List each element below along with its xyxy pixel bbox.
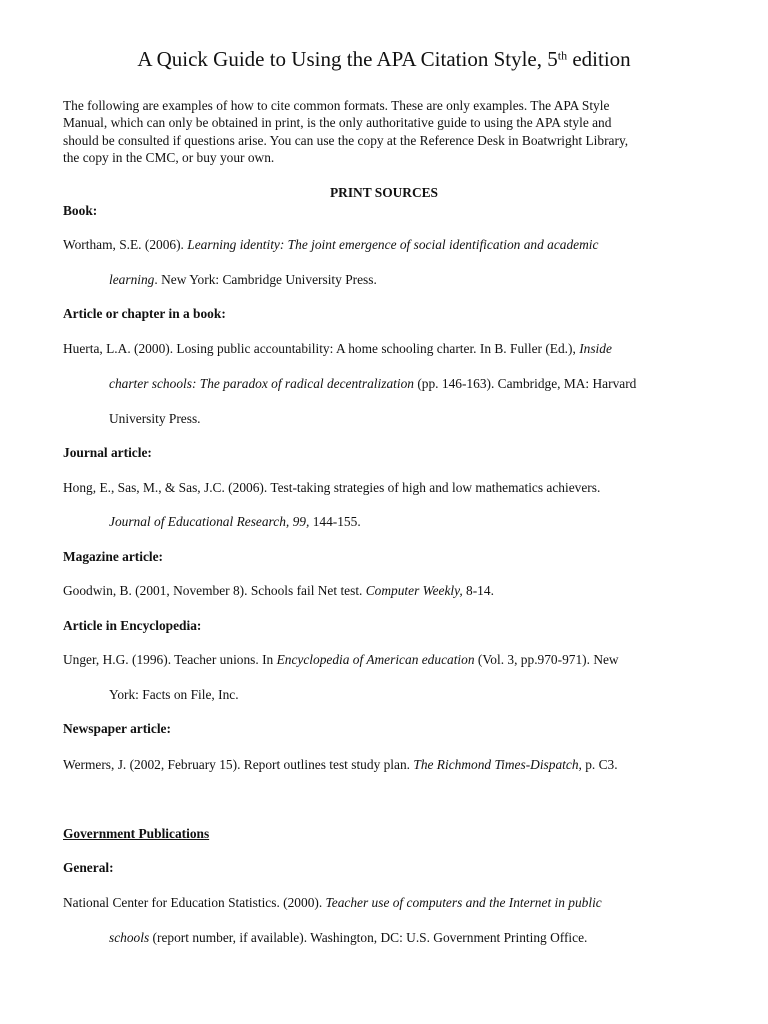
- general-label: General:: [63, 860, 114, 875]
- intro-line: the copy in the CMC, or buy your own.: [63, 149, 275, 165]
- chapter-citation-line-1: Huerta, L.A. (2000). Losing public accountability: A home schooling charter. In B. Fuller (Ed.), Inside: [63, 341, 612, 356]
- magazine-citation-line-1: Goodwin, B. (2001, November 8). Schools fail Net test. Computer Weekly, 8-14.: [63, 583, 494, 598]
- intro-line: Manual, which can only be obtained in print, is the only authoritative guide to using the APA style and: [63, 115, 612, 131]
- intro-line: The following are examples of how to cite common formats. These are only examples. The APA Style: [63, 98, 610, 113]
- encyclopedia-citation-line-2: York: Facts on File, Inc.: [109, 687, 239, 702]
- government-publications-heading: Government Publications: [63, 826, 210, 841]
- general-citation-line-1: National Center for Education Statistics. (2000). Teacher use of computers and the Internet in public: [63, 895, 602, 910]
- newspaper-label: Newspaper article:: [63, 721, 171, 736]
- encyclopedia-label: Article in Encyclopedia:: [63, 618, 202, 633]
- book-citation-line-1: Wortham, S.E. (2006). Learning identity: The joint emergence of social identification and academic: [63, 237, 599, 252]
- intro-paragraph: [63, 97, 718, 166]
- magazine-label: Magazine article:: [63, 549, 164, 564]
- chapter-citation-line-3: University Press.: [109, 411, 201, 426]
- chapter-label: Article or chapter in a book:: [63, 306, 226, 321]
- chapter-citation-line-2: charter schools: The paradox of radical decentralization (pp. 146-163). Cambridge, MA: Harvard: [109, 376, 637, 391]
- print-sources-heading: PRINT SOURCES: [329, 185, 439, 200]
- book-label: Book:: [63, 203, 98, 218]
- journal-citation-line-2: Journal of Educational Research, 99, 144-155.: [109, 514, 361, 529]
- intro-line: should be consulted if questions arise. You can use the copy at the Reference Desk in Boatwright Library,: [63, 132, 629, 148]
- document-title: A Quick Guide to Using the APA Citation Style, 5th edition: [137, 47, 631, 71]
- newspaper-citation-line-1: Wermers, J. (2002, February 15). Report outlines test study plan. The Richmond Times-Dispatch, p. C3.: [63, 757, 618, 772]
- journal-label: Journal article:: [63, 445, 152, 460]
- book-citation-line-2: learning. New York: Cambridge University Press.: [109, 272, 377, 287]
- encyclopedia-citation-line-1: Unger, H.G. (1996). Teacher unions. In Encyclopedia of American education (Vol. 3, pp.970-971). New: [63, 652, 619, 667]
- journal-citation-line-1: Hong, E., Sas, M., & Sas, J.C. (2006). Test-taking strategies of high and low mathematics achievers.: [63, 480, 601, 495]
- general-citation-line-2: schools (report number, if available). Washington, DC: U.S. Government Printing Office.: [109, 930, 588, 945]
